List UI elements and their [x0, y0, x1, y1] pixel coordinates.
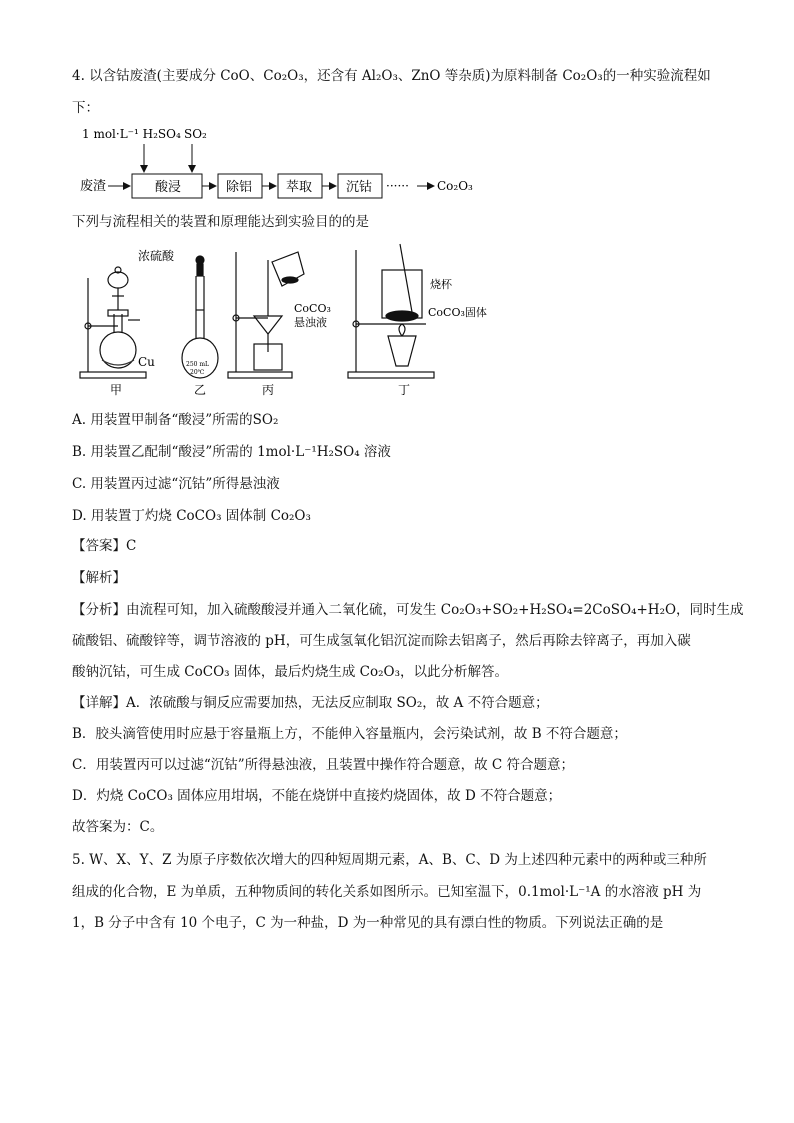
- option-c: C. 用装置丙过滤“沉钴”所得悬浊液: [72, 476, 280, 492]
- analysis-line-7: D．灼烧 CoCO₃ 固体应用坩埚，不能在烧饼中直接灼烧固体，故 D 不符合题意；: [72, 788, 562, 804]
- caption-jia: 甲: [110, 383, 123, 397]
- label-flask-volume: 250 mL: [186, 361, 210, 368]
- option-b: B. 用装置乙配制“酸浸”所需的 1mol·L⁻¹H₂SO₄ 溶液: [72, 444, 391, 460]
- option-a: A. 用装置甲制备“酸浸”所需的SO₂: [72, 412, 279, 428]
- analysis-tag: 【解析】: [72, 570, 126, 586]
- flow-step-3: 萃取: [286, 180, 313, 195]
- stand-base-jia: [80, 372, 146, 378]
- separatory-funnel: [108, 272, 128, 288]
- caption-yi: 乙: [194, 383, 207, 397]
- caption-ding: 丁: [398, 383, 411, 397]
- question-4-stem-cont: 下：: [72, 100, 99, 116]
- flow-step-4: 沉钴: [346, 180, 373, 195]
- stand-base-bing: [228, 372, 292, 378]
- label-coco3-solid: CoCO₃固体: [428, 306, 487, 319]
- analysis-line-6: C．用装置丙可以过滤“沉钴”所得悬浊液，且装置中操作符合题意，故 C 符合题意；: [72, 757, 575, 773]
- analysis-line-3: 酸钠沉钴，可生成 CoCO₃ 固体，最后灼烧生成 Co₂O₃，以此分析解答。: [72, 664, 508, 680]
- analysis-line-2: 硫酸铝、硫酸锌等，调节溶液的 pH，可生成氢氧化铝沉淀而除去铝离子，然后再除去锌离子，再加入碳: [72, 633, 691, 649]
- question-4-stem: 4. 以含钴废渣(主要成分 CoO、Co₂O₃，还含有 Al₂O₃、ZnO 等杂质)为原料制备 Co₂O₃的一种实验流程如: [72, 68, 711, 84]
- analysis-line-1: 【分析】由流程可知，加入硫酸酸浸并通入二氧化硫，可发生 Co₂O₃+SO₂+H₂SO₄=2CoSO₄+H₂O，同时生成: [72, 602, 744, 618]
- alcohol-lamp: [388, 336, 416, 366]
- label-suspension: 悬浊液: [294, 316, 327, 329]
- flow-reagent-acid: 1 mol·L⁻¹ H₂SO₄: [82, 127, 181, 141]
- svg-text:······: ······: [386, 179, 409, 193]
- question-5-line-3: 1，B 分子中含有 10 个电子，C 为一种盐，D 为一种常见的具有漂白性的物质。下列说法正确的是: [72, 915, 664, 931]
- analysis-line-4: 【详解】A．浓硫酸与铜反应需要加热，无法反应制取 SO₂，故 A 不符合题意；: [72, 695, 549, 711]
- flow-reagent-so2: SO₂: [184, 127, 207, 141]
- stand-base-ding: [348, 372, 434, 378]
- label-flask-temp: 20℃: [190, 369, 205, 376]
- analysis-line-8: 故答案为：C。: [72, 819, 164, 835]
- label-beaker: 烧杯: [430, 278, 452, 291]
- answer-value: C: [126, 538, 137, 554]
- filter-funnel: [254, 316, 282, 334]
- question-4-prompt: 下列与流程相关的装置和原理能达到实验目的的是: [72, 214, 369, 230]
- label-coco3-susp: CoCO₃: [294, 302, 331, 315]
- question-5-line-2: 组成的化合物，E 为单质，五种物质间的转化关系如图所示。已知室温下，0.1mol·L⁻¹A 的水溶液 pH 为: [72, 884, 702, 900]
- flow-start: 废渣: [80, 179, 107, 194]
- answer-line: [72, 536, 732, 556]
- caption-bing: 丙: [262, 383, 275, 397]
- round-flask: [100, 332, 136, 368]
- label-conc-acid: 浓硫酸: [138, 249, 175, 263]
- analysis-line-5: B．胶头滴管使用时应悬于容量瓶上方，不能伸入容量瓶内，会污染试剂，故 B 不符合题意；: [72, 726, 627, 742]
- question-5-line-1: 5. W、X、Y、Z 为原子序数依次增大的四种短周期元素，A、B、C、D 为上述四种元素中的两种或三种所: [72, 852, 707, 868]
- flow-step-2: 除铝: [226, 180, 253, 195]
- flow-product: Co₂O₃: [437, 179, 473, 193]
- answer-tag: 【答案】: [72, 538, 126, 554]
- process-flowchart: [72, 122, 492, 202]
- flow-step-1: 酸浸: [155, 180, 182, 195]
- option-d: D. 用装置丁灼烧 CoCO₃ 固体制 Co₂O₃: [72, 508, 311, 524]
- apparatus-figure: [72, 240, 512, 400]
- label-cu: Cu: [138, 355, 155, 369]
